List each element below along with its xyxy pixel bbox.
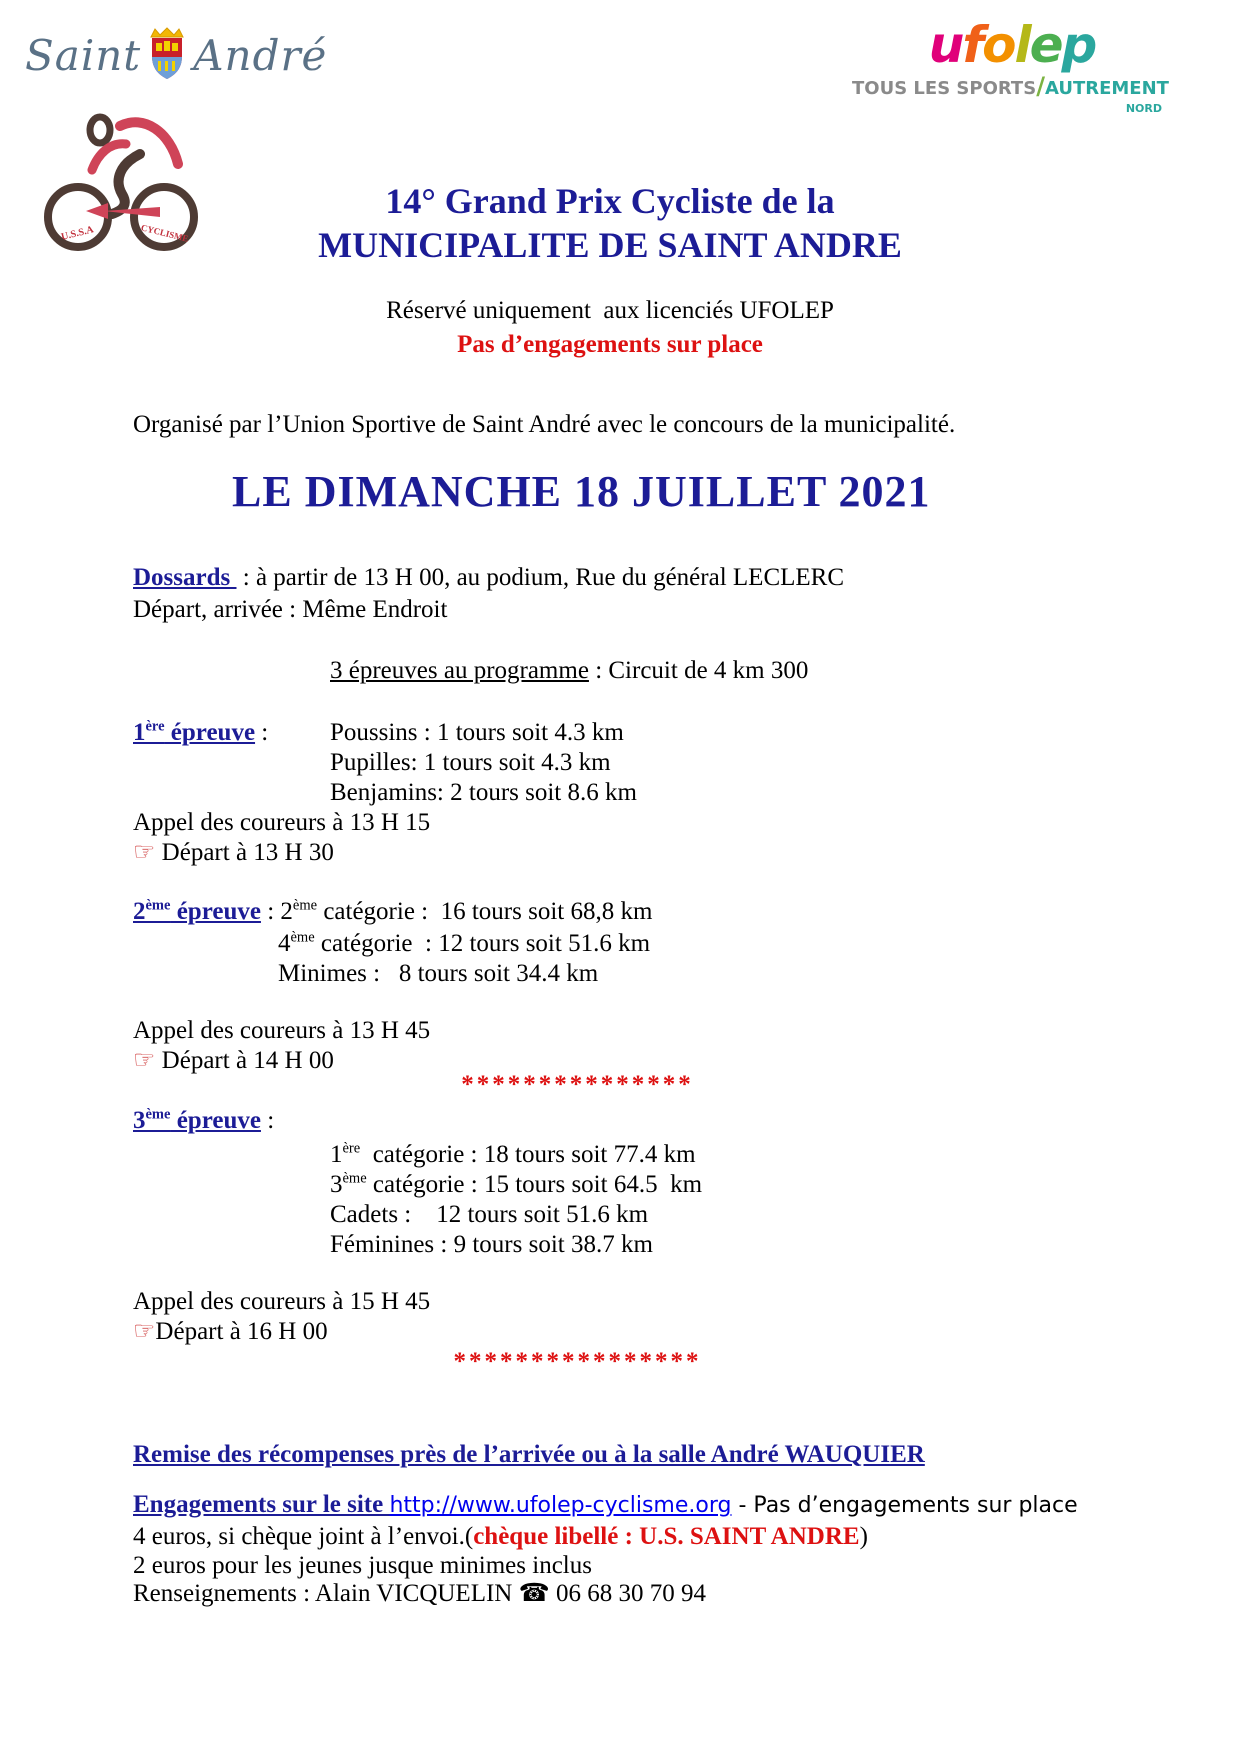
epreuve3-line1: 1ère catégorie : 18 tours soit 77.4 km bbox=[330, 1140, 696, 1168]
page-title-line1: 14° Grand Prix Cycliste de la bbox=[385, 181, 835, 221]
remise-recompenses-line: Remise des récompenses près de l’arrivée ou à la salle André WAUQUIER bbox=[133, 1441, 925, 1468]
engagements-after: - Pas d’engagements sur place bbox=[731, 1493, 1078, 1518]
ufolep-logo bbox=[852, 16, 1172, 115]
program-line bbox=[330, 656, 808, 686]
phone-icon: ☎ bbox=[518, 1580, 550, 1607]
epreuve2-line1: 2ème catégorie : 16 tours soit 68,8 km bbox=[280, 897, 653, 925]
dossards-rest: : à partir de 13 H 00, au podium, Rue du général LECLERC bbox=[236, 564, 845, 591]
epreuve2-colon: : bbox=[260, 898, 281, 925]
epreuve1-sup: ère bbox=[145, 718, 165, 735]
ufolep-region: NORD bbox=[1125, 102, 1162, 115]
organizer-line: Organisé par l’Union Sportive de Saint André avec le concours de la municipalité. bbox=[133, 411, 956, 438]
epreuve1-line-pupilles: Pupilles: 1 tours soit 4.3 km bbox=[330, 749, 611, 776]
epreuve2-depart-text: Départ à 14 H 00 bbox=[155, 1047, 334, 1074]
epreuve1-colon: : bbox=[255, 719, 269, 746]
epreuve3-sup: ème bbox=[145, 1106, 171, 1123]
epreuve2-appel: Appel des coureurs à 13 H 45 bbox=[133, 1017, 431, 1044]
epreuve1-name: épreuve bbox=[164, 719, 256, 746]
stars-separator-2: **************** bbox=[453, 1348, 702, 1375]
epreuve3-colon: : bbox=[260, 1107, 275, 1134]
contact-line: Renseignements : Alain VICQUELIN ☎ 06 68 30 70 94 bbox=[133, 1580, 706, 1607]
pointing-hand-icon: ☞ bbox=[133, 1318, 156, 1345]
page-title-line2: MUNICIPALITE DE SAINT ANDRE bbox=[318, 225, 902, 265]
fee-line-1: 4 euros, si chèque joint à l’envoi.(chèque libellé : U.S. SAINT ANDRE) bbox=[133, 1523, 868, 1550]
epreuve2-name: épreuve bbox=[170, 898, 261, 925]
epreuve2-row bbox=[133, 897, 652, 927]
epreuve3-depart-text: Départ à 16 H 00 bbox=[155, 1318, 328, 1345]
stars-separator-1: *************** bbox=[461, 1071, 694, 1098]
saint-andre-logo-right: André bbox=[193, 30, 328, 80]
saint-andre-logo bbox=[25, 26, 327, 84]
engagements-label: Engagements sur le site bbox=[133, 1491, 390, 1518]
cheque-libelle-text: chèque libellé : U.S. SAINT ANDRE bbox=[473, 1523, 860, 1550]
epreuve1-appel: Appel des coureurs à 13 H 15 bbox=[133, 809, 431, 836]
ussa-wheel-text: U.S.S.A bbox=[60, 224, 95, 243]
epreuve1-depart bbox=[133, 838, 334, 868]
saint-andre-logo-left: Saint bbox=[25, 30, 142, 80]
contact-phone-number: 06 68 30 70 94 bbox=[549, 1580, 706, 1607]
engagements-line bbox=[133, 1490, 1078, 1520]
epreuve3-line2: 3ème catégorie : 15 tours soit 64.5 km bbox=[330, 1170, 703, 1198]
ufolep-tagline bbox=[852, 72, 1172, 100]
dossards-line bbox=[133, 563, 844, 593]
ufolep-cyclisme-link[interactable]: http://www.ufolep-cyclisme.org bbox=[389, 1493, 732, 1518]
ufolep-tagline-accent: AUTREMENT bbox=[1044, 78, 1169, 99]
dossards-label: Dossards bbox=[133, 564, 237, 591]
event-date: LE DIMANCHE 18 JUILLET 2021 bbox=[232, 467, 931, 516]
ufolep-slash: / bbox=[1036, 72, 1045, 100]
subtitle: Réservé uniquement aux licenciés UFOLEP bbox=[386, 297, 834, 324]
pointing-hand-icon: ☞ bbox=[133, 839, 156, 866]
epreuve3-label bbox=[133, 1106, 274, 1136]
epreuve2-sup: ème bbox=[145, 897, 171, 914]
saint-andre-crest-icon bbox=[145, 26, 189, 84]
epreuve3-appel: Appel des coureurs à 15 H 45 bbox=[133, 1288, 431, 1315]
epreuve3-line4: Féminines : 9 tours soit 38.7 km bbox=[330, 1231, 653, 1258]
program-rest: : Circuit de 4 km 300 bbox=[588, 657, 809, 684]
epreuve3-name: épreuve bbox=[170, 1107, 261, 1134]
epreuve1-line-benjamins: Benjamins: 2 tours soit 8.6 km bbox=[330, 779, 637, 806]
epreuve1-label bbox=[133, 718, 268, 748]
epreuve3-depart bbox=[133, 1317, 328, 1347]
epreuve1-num: 1 bbox=[133, 719, 146, 746]
epreuve2-num: 2 bbox=[133, 898, 146, 925]
epreuve3-line3: Cadets : 12 tours soit 51.6 km bbox=[330, 1201, 649, 1228]
ufolep-wordmark: ufolep bbox=[928, 16, 1096, 74]
depart-arrivee-line: Départ, arrivée : Même Endroit bbox=[133, 596, 448, 623]
program-underlined: 3 épreuves au programme bbox=[330, 657, 589, 684]
epreuve3-num: 3 bbox=[133, 1107, 146, 1134]
cyclisme-wheel-text: CYCLISME bbox=[139, 222, 190, 244]
pointing-hand-icon: ☞ bbox=[133, 1047, 156, 1074]
ufolep-tagline-main: TOUS LES SPORTS bbox=[852, 78, 1037, 99]
epreuve1-line-poussins: Poussins : 1 tours soit 4.3 km bbox=[330, 719, 624, 746]
epreuve1-depart-text: Départ à 13 H 30 bbox=[155, 839, 334, 866]
fee-line-2: 2 euros pour les jeunes jusque minimes inclus bbox=[133, 1552, 592, 1579]
warning-no-onsite-entry: Pas d’engagements sur place bbox=[457, 331, 763, 358]
epreuve2-line2: 4ème catégorie : 12 tours soit 51.6 km bbox=[278, 929, 651, 957]
epreuve2-line3: Minimes : 8 tours soit 34.4 km bbox=[278, 960, 599, 987]
